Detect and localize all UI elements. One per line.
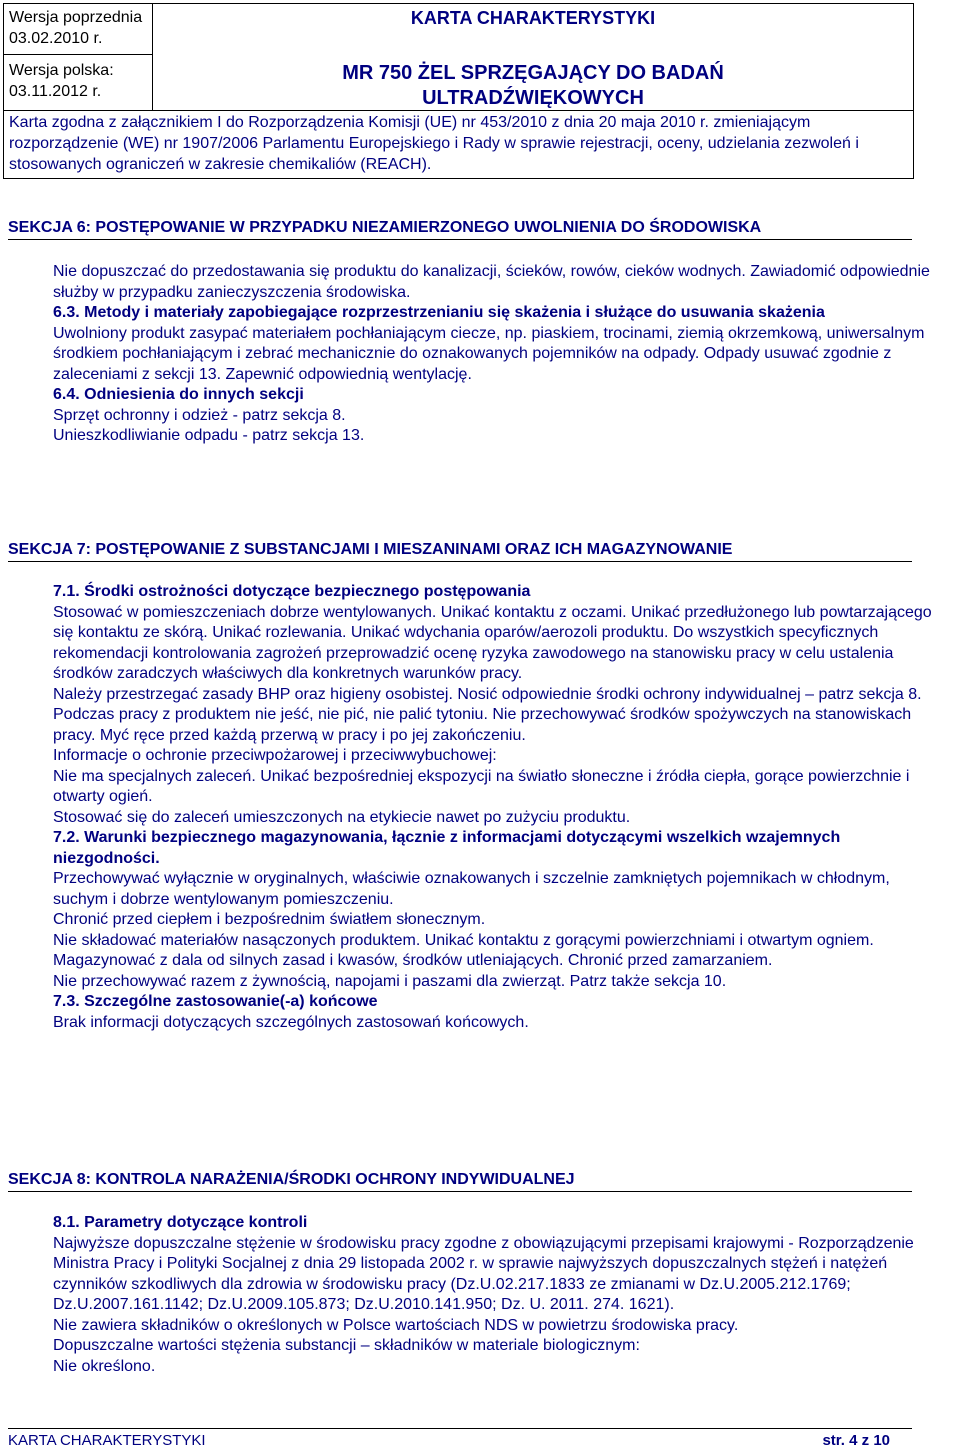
subsection-7-2-para-1: Przechowywać wyłącznie w oryginalnych, właściwie oznakowanych i szczelnie zamkniętych pojemnikach w chłodnym, suchym i dobrze wentylowanym pomieszczeniu. bbox=[53, 870, 890, 908]
section-6-body bbox=[53, 262, 948, 447]
regulation-note: Karta zgodna z załącznikiem I do Rozporządzenia Komisji (UE) nr 453/2010 z dnia 20 maja 2010 r. zmieniającym rozporządzenie (WE) nr 1907/2006 Parlamentu Europejskiego i Rady w sprawie rejestracji, oceny, udzielania zezwoleń i stosowanych ograniczeń w zakresie chemikaliów (REACH). bbox=[9, 114, 859, 173]
subsection-8-1-para-4: Nie określono. bbox=[53, 1357, 156, 1375]
subsection-7-2-para-2: Chronić przed ciepłem i bezpośrednim światłem słonecznym. bbox=[53, 911, 486, 928]
section-8-underline bbox=[8, 1191, 912, 1192]
polish-version-date: 03.11.2012 r. bbox=[9, 83, 102, 100]
subsection-8-1-para-3: Dopuszczalne wartości stężenia substancji – składników w materiale biologicznym: bbox=[53, 1337, 640, 1354]
subsection-7-1-title: 7.1. Środki ostrożności dotyczące bezpiecznego postępowania bbox=[53, 583, 531, 600]
previous-version-label: Wersja poprzednia bbox=[9, 9, 143, 26]
section-8-title: SEKCJA 8: KONTROLA NARAŻENIA/ŚRODKI OCHRONY INDYWIDUALNEJ bbox=[8, 1171, 575, 1188]
polish-version-label: Wersja polska: bbox=[9, 62, 114, 79]
document-title: KARTA CHARAKTERYSTYKI bbox=[410, 8, 656, 28]
subsection-7-1-para-2: Należy przestrzegać zasady BHP oraz higieny osobistej. Nosić odpowiednie środki ochrony indywidualnej – patrz sekcja 8. Podczas pracy z produktem nie jeść, nie pić, nie palić tytoniu. Nie przechowywać środków spożywczych na stanowiskach pracy. Myć ręce przed każdą przerwą w pracy i po jej zakończeniu. bbox=[53, 685, 922, 744]
section-7-body bbox=[53, 582, 948, 1033]
subsection-8-1-title: 8.1. Parametry dotyczące kontroli bbox=[53, 1214, 308, 1231]
subsection-6-3-text: Uwolniony produkt zasypać materiałem pochłaniającym ciecze, np. piaskiem, trocinami, ziemią okrzemkową, uniwersalnym środkiem pochłaniającym i zebrać mechanicznie do oznakowanych pojemników na odpady. Odpady usuwać zgodnie z zaleceniami z sekcji 13. Zapewnić odpowiednią wentylację. bbox=[53, 324, 925, 383]
section-8-body bbox=[53, 1213, 948, 1377]
subsection-6-3-title: 6.3. Metody i materiały zapobiegające rozprzestrzenianiu się skażenia i służące do usuwania skażenia bbox=[53, 304, 825, 321]
section-6-title: SEKCJA 6: POSTĘPOWANIE W PRZYPADKU NIEZAMIERZONEGO UWOLNIENIA DO ŚRODOWISKA bbox=[8, 219, 762, 236]
subsection-8-1-para-1: Najwyższe dopuszczalne stężenie w środowisku pracy zgodne z obowiązującymi przepisami krajowymi - Rozporządzenie Ministra Pracy i Polityki Socjalnej z dnia 29 listopada 2002 r. w sprawie najwyższych dopuszczalnych stężeń i natężeń czynników szkodliwych dla zdrowia w środowisku pracy (Dz.U.02.217.1833 ze zmianami w Dz.U.2005.212.1769; Dz.U.2007.161.1142; Dz.U.2009.105.873; Dz.U.2010.141.950; Dz. U. 2011. 274. 1621). bbox=[53, 1234, 914, 1313]
product-name-line-1: MR 750 ŻEL SPRZĘGAJĄCY DO BADAŃ bbox=[342, 62, 724, 84]
subsection-7-1-para-3: Informacje o ochronie przeciwpożarowej i przeciwwybuchowej: bbox=[53, 747, 497, 764]
page-number: str. 4 z 10 bbox=[822, 1432, 890, 1449]
section-6-underline bbox=[8, 239, 912, 240]
footer-document-type: KARTA CHARAKTERYSTYKI bbox=[8, 1432, 206, 1449]
subsection-7-1-para-1: Stosować w pomieszczeniach dobrze wentylowanych. Unikać kontaktu z oczami. Unikać przedłużonego lub powtarzającego się kontaktu ze skórą. Unikać rozlewania. Unikać wdychania oparów/aerozoli produktu. Do wszystkich specyficznych rekomendacji kontrolowania zagrożeń przeprowadzić ocenę ryzyka zawodowego na stanowisku pracy w celu ustalenia środków zaradczych właściwych dla konkretnych warunków pracy. bbox=[53, 603, 932, 682]
subsection-7-2-para-3: Nie składować materiałów nasączonych produktem. Unikać kontaktu z gorącymi powierzchniami i otwartym ogniem. Magazynować z dala od silnych zasad i kwasów, środków utleniających. Chronić przed zamarzaniem. bbox=[53, 931, 874, 969]
product-name bbox=[153, 61, 913, 111]
product-name-line-2: ULTRADŹWIĘKOWYCH bbox=[422, 87, 644, 109]
footer-divider bbox=[8, 1428, 912, 1429]
subsection-7-1-para-4: Nie ma specjalnych zaleceń. Unikać bezpośredniej ekspozycji na światło słoneczne i źródła ciepła, gorące powierzchnie i otwarty ogień. bbox=[53, 767, 910, 805]
version-box bbox=[4, 4, 153, 110]
subsection-8-1-para-2: Nie zawiera składników o określonych w Polsce wartościach NDS w powietrzu środowiska pracy. bbox=[53, 1316, 739, 1334]
subsection-6-4-title: 6.4. Odniesienia do innych sekcji bbox=[53, 386, 304, 403]
subsection-7-2-title: 7.2. Warunki bezpiecznego magazynowania, łącznie z informacjami dotyczącymi wszelkich wzajemnych niezgodności. bbox=[53, 829, 841, 867]
previous-version-cell bbox=[4, 4, 152, 55]
subsection-7-3-para-1: Brak informacji dotyczących szczególnych zastosowań końcowych. bbox=[53, 1013, 529, 1031]
previous-version-date: 03.02.2010 r. bbox=[9, 30, 103, 47]
section-6-intro: Nie dopuszczać do przedostawania się produktu do kanalizacji, ścieków, rowów, cieków wodnych. Zawiadomić odpowiednie służby w przypadku zanieczyszczenia środowiska. bbox=[53, 263, 930, 301]
subsection-7-1-para-5: Stosować się do zaleceń umieszczonych na etykiecie nawet po zużyciu produktu. bbox=[53, 808, 631, 826]
title-box bbox=[153, 4, 913, 110]
subsection-6-4-line-1: Sprzęt ochronny i odzież - patrz sekcja 8. bbox=[53, 406, 346, 424]
subsection-6-4-line-2: Unieszkodliwianie odpadu - patrz sekcja 13. bbox=[53, 427, 365, 444]
section-7-title: SEKCJA 7: POSTĘPOWANIE Z SUBSTANCJAMI I MIESZANINAMI ORAZ ICH MAGAZYNOWANIE bbox=[8, 541, 733, 558]
header-divider bbox=[4, 110, 913, 111]
subsection-7-2-para-4: Nie przechowywać razem z żywnością, napojami i paszami dla zwierząt. Patrz także sekcja 10. bbox=[53, 972, 727, 990]
document-header bbox=[3, 3, 914, 179]
section-7-underline bbox=[8, 561, 912, 562]
subsection-7-3-title: 7.3. Szczególne zastosowanie(-a) końcowe bbox=[53, 993, 378, 1010]
